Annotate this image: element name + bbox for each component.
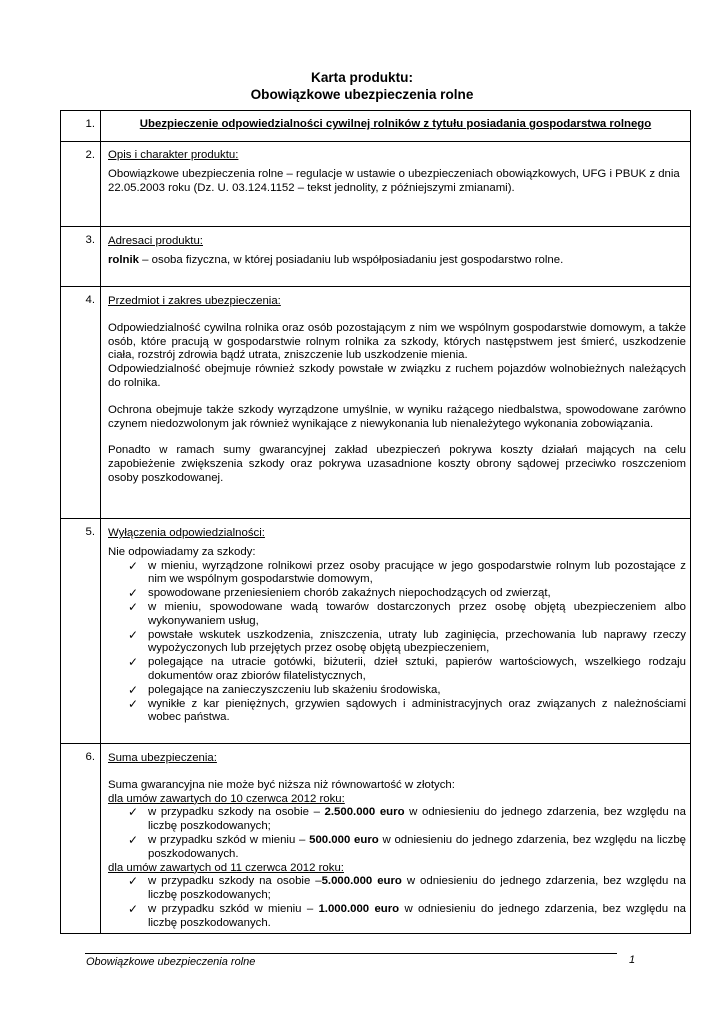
section-row-6: [61, 744, 691, 934]
section-number: 1.: [61, 111, 101, 142]
checkmark-icon: ✓: [128, 627, 139, 642]
section-4-paragraph: Odpowiedzialność obejmuje również szkody powstałe w związku z ruchem pojazdów wolnobieżnych należących do rolnika.: [108, 363, 686, 389]
section-5-intro: Nie odpowiadamy za szkody:: [108, 545, 256, 558]
checkmark-icon: ✓: [128, 655, 139, 670]
list-item: ✓ wynikłe z kar pieniężnych, grzywien sądowych i administracyjnych oraz związanych z należnościami wobec państwa.: [128, 696, 686, 724]
section-4-paragraph: Ochrona obejmuje także szkody wyrządzone umyślnie, w wyniku rażącego niedbalstwa, spowodowane zarówno czynem niedozwolonym jak również wynikające z niewykonania lub nienależytego wykonania zobowiązania.: [108, 403, 686, 430]
section-cell: [101, 111, 691, 142]
section-row-1: [61, 111, 691, 142]
page-number: 1: [629, 954, 636, 966]
section-cell: [101, 519, 691, 744]
checkmark-icon: ✓: [128, 696, 139, 711]
sum-list-after: [108, 875, 686, 930]
checkmark-icon: ✓: [128, 805, 139, 820]
list-item: ✓ polegające na utracie gotówki, biżuterii, dzieł sztuki, papierów wartościowych, wszelkiego rodzaju dokumentów oraz zbiorów filatelistycznych,: [128, 655, 686, 682]
section-4-heading: Przedmiot i zakres ubezpieczenia:: [108, 295, 281, 307]
checkmark-icon: ✓: [128, 832, 139, 847]
section-6-intro: Suma gwarancyjna nie może być niższa niż równowartość w złotych:: [108, 778, 455, 791]
section-6-heading: Suma ubezpieczenia:: [108, 752, 217, 764]
section-number: 2.: [61, 142, 101, 227]
section-3-heading: Adresaci produktu:: [108, 235, 203, 247]
section-5-heading: Wyłączenia odpowiedzialności:: [108, 527, 265, 539]
list-item: ✓ spowodowane przeniesieniem chorób zakaźnych niepochodzących od zwierząt,: [128, 586, 551, 601]
section-row-4: [61, 287, 691, 519]
footer-title: Obowiązkowe ubezpieczenia rolne: [86, 956, 256, 968]
section-number: 5.: [61, 519, 101, 744]
checkmark-icon: ✓: [128, 901, 139, 916]
list-item: ✓ w przypadku szkody na osobie –5.000.000 euro w odniesieniu do jednego zdarzenia, bez względu na liczbę poszkodowanych;: [128, 874, 686, 902]
section-6-subheading: dla umów zawartych do 10 czerwca 2012 roku:: [108, 792, 345, 805]
section-6-subheading: dla umów zawartych od 11 czerwca 2012 roku:: [108, 861, 344, 874]
footer-divider: [85, 953, 617, 954]
sum-list-before: [108, 806, 686, 861]
list-item: ✓ w przypadku szkód w mieniu – 500.000 euro w odniesieniu do jednego zdarzenia, bez względu na liczbę poszkodowanych.: [128, 832, 686, 860]
section-number: 3.: [61, 227, 101, 287]
section-cell: [101, 142, 691, 227]
section-4-paragraph: Ponadto w ramach sumy gwarancyjnej zakład ubezpieczeń pokrywa koszty działań mających na celu zapobieżenie zwiększenia szkody oraz pokrywa uzasadnione koszty obrony sądowej przeciwko roszczeniom osoby poszkodowanej.: [108, 444, 686, 484]
section-3-text: [108, 254, 686, 268]
section-number: 4.: [61, 287, 101, 519]
checkmark-icon: ✓: [128, 558, 139, 573]
section-cell: [101, 744, 691, 934]
section-3-definition: – osoba fizyczna, w której posiadaniu lub współposiadaniu jest gospodarstwo rolne.: [139, 253, 564, 266]
checkmark-icon: ✓: [128, 682, 139, 697]
section-3-term: rolnik: [108, 253, 140, 266]
section-2-heading: Opis i charakter produktu:: [108, 149, 239, 161]
list-item: ✓ w mieniu, wyrządzone rolnikowi przez osoby pracujące w jego gospodarstwie rolnym lub pozostające z nim we wspólnym gospodarstwie domowym,: [128, 558, 686, 586]
document-subtitle: Obowiązkowe ubezpieczenia rolne: [250, 87, 474, 102]
list-item: ✓ w przypadku szkody na osobie – 2.500.000 euro w odniesieniu do jednego zdarzenia, bez względu na liczbę poszkodowanych;: [128, 805, 686, 833]
section-row-3: [61, 227, 691, 287]
section-cell: [101, 227, 691, 287]
checkmark-icon: ✓: [128, 874, 139, 889]
list-item: ✓ powstałe wskutek uszkodzenia, zniszczenia, utraty lub zaginięcia, przechowania lub naprawy rzeczy wypożyczonych lub przejętych przez osobę objętą ubezpieczeniem,: [128, 627, 686, 655]
list-item: ✓ w mieniu, spowodowane wadą towarów dostarczonych przez osobę objętą ubezpieczeniem albo wykonywaniem usług,: [128, 599, 686, 627]
section-number: 6.: [61, 744, 101, 934]
section-cell: [101, 287, 691, 519]
document-title: Karta produktu:: [311, 70, 413, 85]
section-2-text: Obowiązkowe ubezpieczenia rolne – regulacje w ustawie o ubezpieczeniach obowiązkowych, UFG i PBUK z dnia 22.05.2003 roku (Dz. U. 03.124.1152 – tekst jednolity, z późniejszymi zmianami).: [108, 167, 680, 194]
product-card-table: [60, 110, 691, 934]
exclusions-list: [108, 560, 686, 726]
checkmark-icon: ✓: [128, 586, 139, 601]
checkmark-icon: ✓: [128, 599, 139, 614]
list-item: ✓ polegające na zanieczyszczeniu lub skażeniu środowiska,: [128, 682, 441, 697]
section-4-paragraph: Odpowiedzialność cywilna rolnika oraz osób pozostającym z nim we wspólnym gospodarstwie domowym, a także osób, które pracują w gospodarstwie rolnym rolnika za szkody, których następstwem jest śmierć, uszkodzenie ciała, rozstrój zdrowia bądź utrata, zniszczenie lub uszkodzenie mienia.: [108, 321, 686, 362]
list-item: ✓ w przypadku szkód w mieniu – 1.000.000 euro w odniesieniu do jednego zdarzenia, bez względu na liczbę poszkodowanych.: [128, 901, 686, 929]
section-row-5: [61, 519, 691, 744]
section-row-2: [61, 142, 691, 227]
section-1-heading: Ubezpieczenie odpowiedzialności cywilnej rolników z tytułu posiadania gospodarstwa rolnego: [139, 118, 652, 130]
